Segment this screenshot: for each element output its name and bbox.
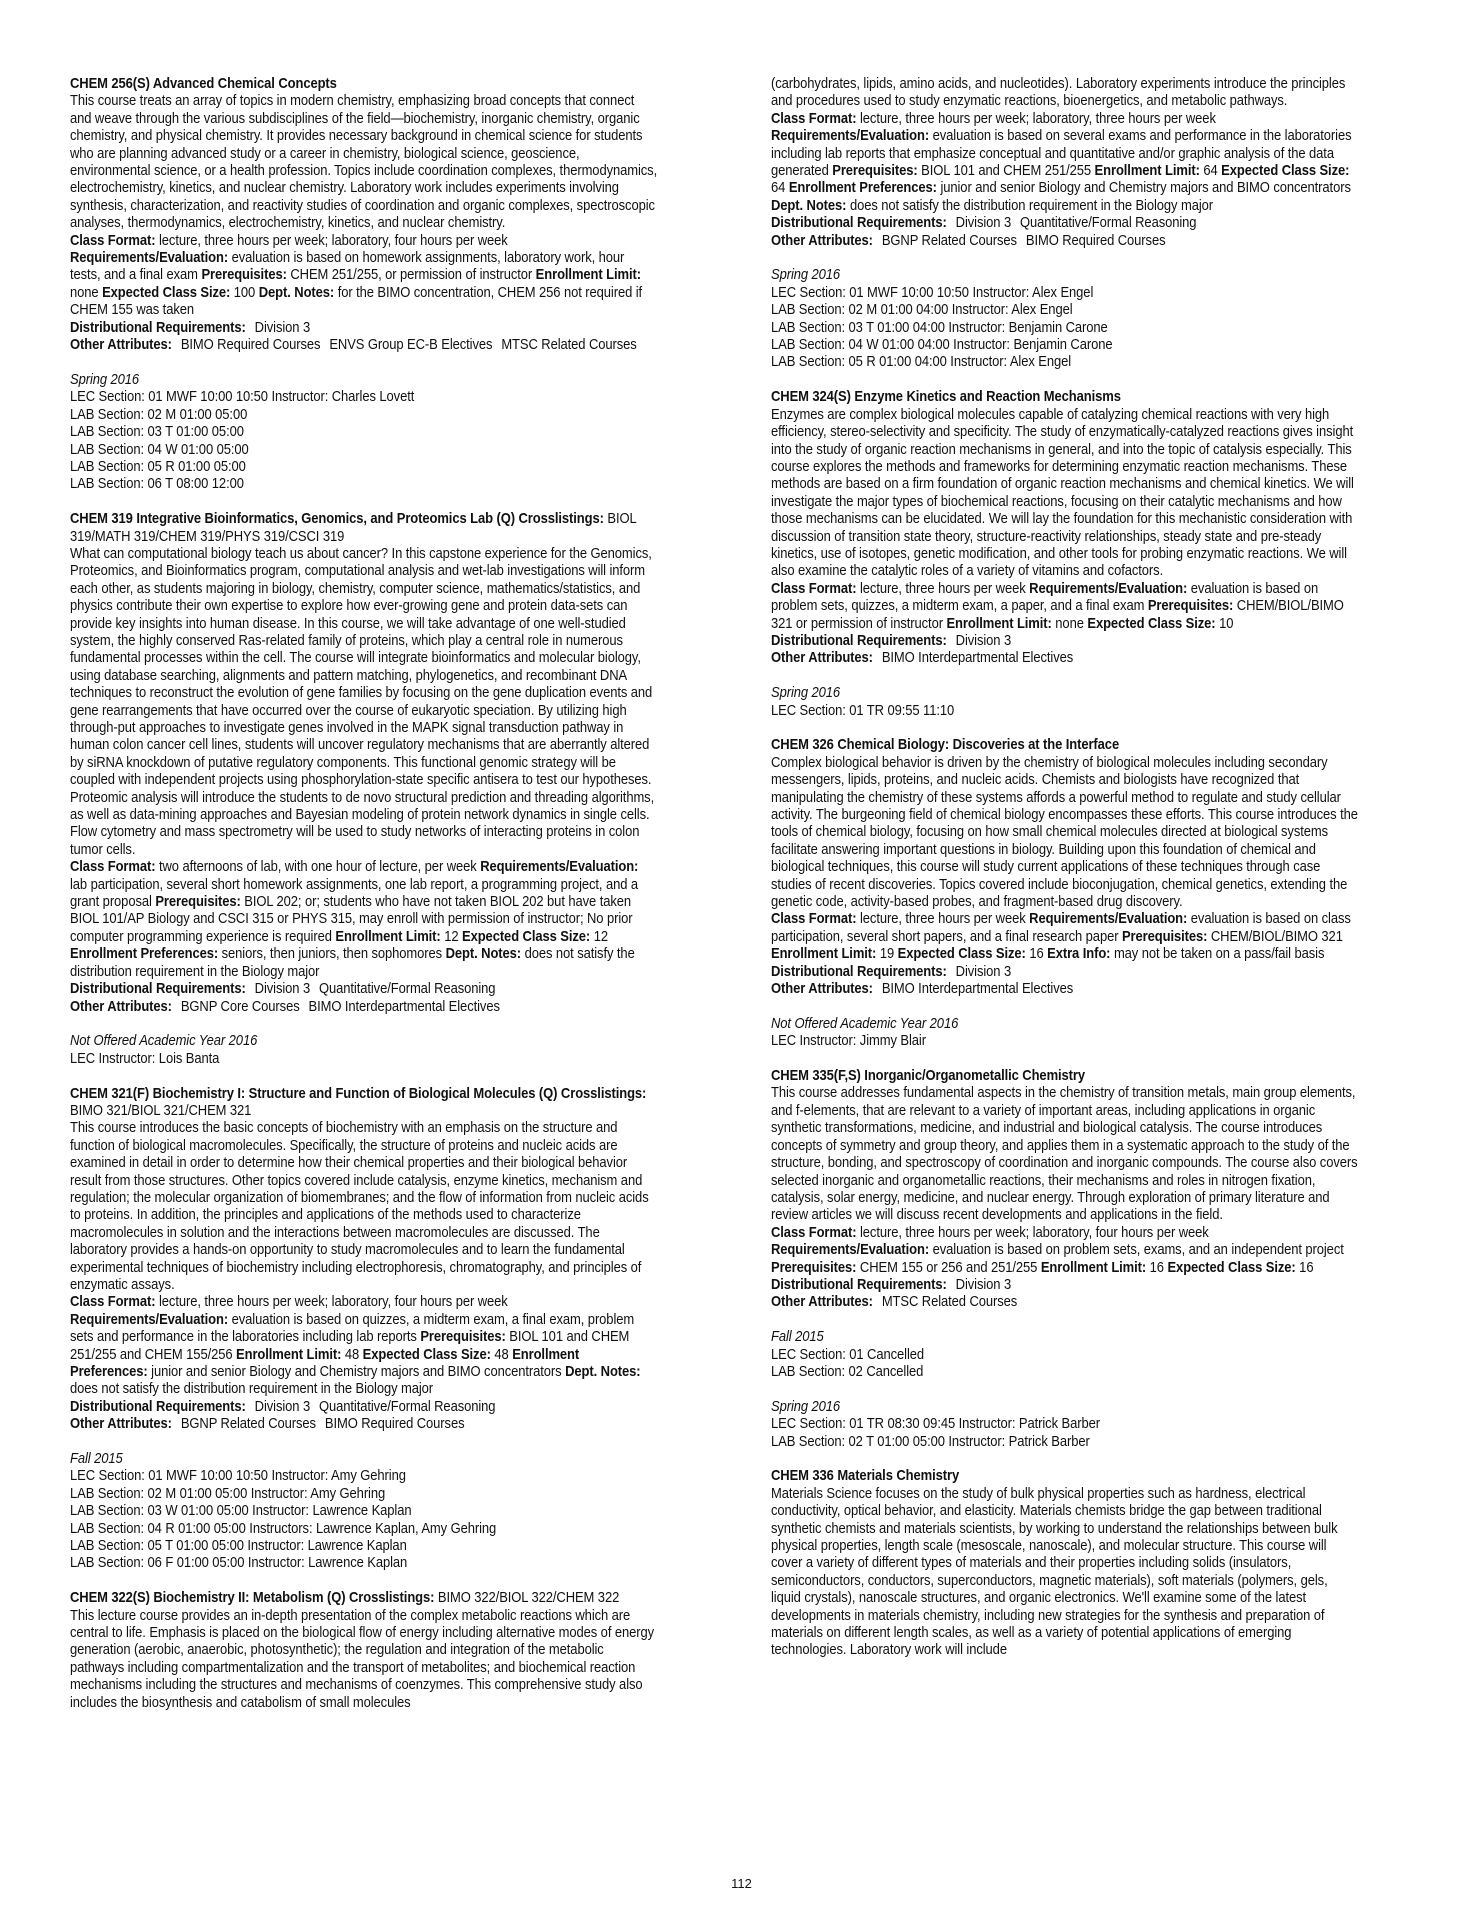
distributional-label: Distributional Requirements: <box>771 963 947 980</box>
section-line: LAB Section: 04 W 01:00 04:00 Instructor: Benjamin Carone <box>771 337 1113 354</box>
section-line: LEC Section: 01 TR 08:30 09:45 Instructor: Patrick Barber <box>771 1416 1100 1433</box>
distributional-requirements <box>771 215 1358 232</box>
section-line: LEC Section: 01 TR 09:55 11:10 <box>771 702 955 719</box>
attribute-value: BIMO Required Courses <box>1025 232 1166 249</box>
course-title: CHEM 256(S) Advanced Chemical Concepts <box>70 76 337 92</box>
other-attributes <box>70 999 657 1016</box>
section-line: LEC Instructor: Lois Banta <box>70 1050 220 1067</box>
course-description: This lecture course provides an in-depth presentation of the complex metabolic reactions which are central to life. Emphasis is placed on the biological flow of energy including alternative modes of energy generation (aerobic, anaerobic, photosynthetic); the regulation and integration of the metabolic pathways including compartmentalization and the transport of metabolites; and biochemical reaction mechanisms including the structures and mechanisms of coenzymes. This comprehensive study also includes the biosynthesis and catabolism of small molecules <box>70 1607 655 1711</box>
detail-label: Class Format: <box>771 580 857 597</box>
detail-label: Prerequisites: <box>771 1259 857 1276</box>
crosslistings-text: BIMO 321/BIOL 321/CHEM 321 <box>70 1102 252 1119</box>
detail-label: Enrollment Limit: <box>1040 1259 1147 1276</box>
term-name: Spring 2016 <box>771 267 841 284</box>
term-name: Fall 2015 <box>771 1329 824 1346</box>
term-block <box>771 267 1358 371</box>
course-details <box>70 1294 657 1398</box>
term-name: Spring 2016 <box>70 371 140 388</box>
course-entry <box>771 1068 1358 1451</box>
detail-text: evaluation is based on homework assignments, laboratory work, hour tests, and a final exam <box>70 250 625 284</box>
other-attributes <box>771 1294 1358 1311</box>
attribute-value: BIMO Interdepartmental Electives <box>881 981 1074 998</box>
course-entry <box>70 1086 657 1573</box>
term-name: Not Offered Academic Year 2016 <box>771 1015 959 1032</box>
detail-label: Enrollment Limit: <box>236 1346 342 1363</box>
term-block <box>771 1329 1358 1381</box>
crosslistings-text: BIOL 319/MATH 319/CHEM 319/PHYS 319/CSCI 319 <box>70 511 637 545</box>
attribute-value: BIMO Interdepartmental Electives <box>881 650 1074 667</box>
detail-label: Expected Class Size: <box>462 928 591 945</box>
section-line: LAB Section: 04 W 01:00 05:00 <box>70 441 249 458</box>
distributional-value: Division 3 <box>955 215 1012 232</box>
detail-text: evaluation is based on problem sets, exams, and an independent project <box>932 1242 1344 1259</box>
detail-text: 48 <box>494 1346 509 1363</box>
distributional-label: Distributional Requirements: <box>70 1398 246 1415</box>
attributes-label: Other Attributes: <box>771 650 873 667</box>
detail-label: Expected Class Size: <box>102 284 231 301</box>
section-line: LAB Section: 02 Cancelled <box>771 1363 924 1380</box>
detail-text: 16 <box>1299 1259 1314 1276</box>
detail-text: evaluation is based on class participation, several short papers, and a final research paper <box>771 911 1351 945</box>
detail-text: none <box>70 284 99 301</box>
crosslistings-label: Crosslistings: <box>518 511 604 528</box>
term-block <box>70 1033 657 1068</box>
detail-text: does not satisfy the distribution requirement in the Biology major <box>70 1381 434 1398</box>
detail-text: for the BIMO concentration, CHEM 256 not required if CHEM 155 was taken <box>70 284 643 319</box>
course-description: Complex biological behavior is driven by the chemistry of biological molecules including secondary messengers, lipids, proteins, and nucleic acids. Chemists and biologists have recognized that manipulating the chemistry of these systems affords a powerful method to regulate and study cellular activity. The burgeoning field of chemical biology encompasses these efforts. This course introduces the tools of chemical biology, focusing on how small chemical molecules directed at biological systems facilitate answering important questions in biology. Building upon this foundation of chemical and biological techniques, this course will study current applications of these techniques through case studies of recent discoveries. Topics covered include bioconjugation, chemical genetics, extending the genetic code, activity-based probes, and fragment-based drug discovery. <box>771 754 1358 911</box>
detail-label: Dept. Notes: <box>771 197 847 214</box>
course-details <box>70 859 657 981</box>
detail-label: Enrollment Limit: <box>1094 163 1200 180</box>
detail-text: does not satisfy the distribution requirement in the Biology major <box>849 197 1214 214</box>
detail-label: Requirements/Evaluation: <box>771 1242 930 1259</box>
detail-text: BIOL 202; or; students who have not taken BIOL 202 but have taken BIOL 101/AP Biology and CSCI 315 or PHYS 315, may enroll with permission of instructor; No prior computer programming experience is required <box>70 894 633 945</box>
section-line: LAB Section: 02 M 01:00 05:00 Instructor: Amy Gehring <box>70 1485 386 1502</box>
term-name: Not Offered Academic Year 2016 <box>70 1033 258 1050</box>
distributional-value: Quantitative/Formal Reasoning <box>318 981 496 998</box>
section-line: LAB Section: 03 T 01:00 04:00 Instructor: Benjamin Carone <box>771 319 1108 336</box>
section-line: LAB Section: 03 W 01:00 05:00 Instructor: Lawrence Kaplan <box>70 1503 412 1520</box>
detail-label: Class Format: <box>771 1224 857 1241</box>
detail-text: BIOL 101 and CHEM 251/255 and CHEM 155/256 <box>70 1329 630 1363</box>
section-line: LEC Instructor: Jimmy Blair <box>771 1033 926 1050</box>
attribute-value: BIMO Required Courses <box>180 337 321 354</box>
term-block <box>771 685 1358 720</box>
detail-label: Prerequisites: <box>1147 598 1234 615</box>
course-entry <box>771 389 1358 720</box>
attribute-value: MTSC Related Courses <box>881 1294 1018 1311</box>
course-entry <box>70 511 657 1068</box>
distributional-label: Distributional Requirements: <box>771 1276 947 1293</box>
right-column <box>771 76 1358 1677</box>
detail-text: lecture, three hours per week; laboratory, four hours per week <box>159 1294 508 1311</box>
detail-label: Prerequisites: <box>832 163 918 180</box>
detail-text: lab participation, several short homework assignments, one lab report, a programming project, and a grant proposal <box>70 876 639 911</box>
detail-text: evaluation is based on several exams and performance in the laboratories including lab reports that emphasize conceptual and quantitative and/or graphic analysis of the data generated <box>771 128 1352 180</box>
detail-text: 48 <box>344 1346 360 1363</box>
detail-text: 16 <box>1029 946 1044 963</box>
distributional-value: Division 3 <box>955 632 1012 649</box>
course-heading <box>771 1468 1358 1485</box>
course-title: CHEM 335(F,S) Inorganic/Organometallic Chemistry <box>771 1068 1086 1085</box>
section-line: LEC Section: 01 MWF 10:00 10:50 Instructor: Charles Lovett <box>70 389 415 406</box>
distributional-requirements <box>771 964 1358 981</box>
distributional-label: Distributional Requirements: <box>70 319 246 336</box>
section-line: LAB Section: 05 T 01:00 05:00 Instructor: Lawrence Kaplan <box>70 1538 407 1555</box>
detail-text: lecture, three hours per week; laboratory, four hours per week <box>159 232 508 249</box>
detail-label: Dept. Notes: <box>258 284 335 301</box>
distributional-requirements <box>771 633 1358 650</box>
detail-text: evaluation is based on quizzes, a midterm exam, a final exam, problem sets and performance in the laboratories including lab reports <box>70 1311 635 1346</box>
course-title: CHEM 319 Integrative Bioinformatics, Genomics, and Proteomics Lab (Q) <box>70 511 515 528</box>
section-line: LAB Section: 04 R 01:00 05:00 Instructors: Lawrence Kaplan, Amy Gehring <box>70 1520 497 1537</box>
detail-text: junior and senior Biology and Chemistry majors and BIMO concentrators <box>151 1364 562 1380</box>
course-title: CHEM 324(S) Enzyme Kinetics and Reaction Mechanisms <box>771 389 1121 406</box>
detail-label: Extra Info: <box>1047 946 1111 963</box>
detail-text: 12 <box>593 928 608 945</box>
course-heading <box>771 389 1358 406</box>
detail-label: Class Format: <box>70 232 156 249</box>
detail-text: 10 <box>1219 615 1234 632</box>
detail-text: 100 <box>233 284 256 301</box>
term-block <box>70 372 657 494</box>
distributional-value: Division 3 <box>955 1276 1012 1293</box>
left-column <box>70 76 657 1729</box>
course-description-continued: (carbohydrates, lipids, amino acids, and nucleotides). Laboratory experiments introduce the principles and procedures used to study enzymatic reactions, bioenergetics, and metabolic pathways. <box>771 76 1346 110</box>
detail-label: Class Format: <box>70 1294 156 1311</box>
detail-text: 19 <box>879 946 895 963</box>
detail-label: Prerequisites: <box>1121 928 1208 945</box>
course-heading <box>771 737 1358 754</box>
term-name: Fall 2015 <box>70 1451 123 1468</box>
section-line: LAB Section: 02 T 01:00 05:00 Instructor: Patrick Barber <box>771 1433 1090 1450</box>
section-line: LAB Section: 06 T 08:00 12:00 <box>70 476 244 493</box>
detail-text: evaluation is based on problem sets, quizzes, a midterm exam, a paper, and a final exam <box>771 580 1319 615</box>
attributes-label: Other Attributes: <box>771 981 873 998</box>
course-details <box>771 911 1358 963</box>
detail-label: Enrollment Limit: <box>946 615 1052 632</box>
distributional-value: Division 3 <box>254 981 311 998</box>
distributional-value: Division 3 <box>254 319 311 336</box>
detail-label: Expected Class Size: <box>1221 163 1350 180</box>
distributional-label: Distributional Requirements: <box>771 215 947 232</box>
detail-label: Dept. Notes: <box>445 946 522 963</box>
course-entry <box>70 1590 657 1712</box>
detail-label: Class Format: <box>70 859 156 876</box>
detail-text: CHEM 155 or 256 and 251/255 <box>859 1259 1038 1276</box>
distributional-requirements <box>771 1277 1358 1294</box>
detail-text: lecture, three hours per week; laboratory, four hours per week <box>860 1224 1209 1241</box>
detail-text: seniors, then juniors, then sophomores <box>221 946 443 963</box>
page-number: 112 <box>731 1876 752 1891</box>
section-line: LAB Section: 03 T 01:00 05:00 <box>70 424 244 441</box>
attributes-label: Other Attributes: <box>771 232 873 249</box>
distributional-label: Distributional Requirements: <box>771 632 947 649</box>
detail-text: CHEM 251/255, or permission of instructor <box>290 267 533 284</box>
course-description: This course introduces the basic concepts of biochemistry with an emphasis on the structure and function of biological macromolecules. Specifically, the structure of proteins and nucleic acids are examined in detail in order to determine how their chemical properties and their biological behavior result from those structures. Other topics covered include catalysis, enzyme kinetics, mechanism and regulation; the molecular organization of biomembranes; and the flow of information from nucleic acids to proteins. In addition, the principles and applications of the methods used to characterize macromolecules in solution and the interactions between macromolecules are discussed. The laboratory provides a hands-on opportunity to study macromolecules and to learn the fundamental experimental techniques of biochemistry including electrophoresis, chromatography, and principles of enzymatic assays. <box>70 1120 649 1293</box>
detail-text: lecture, three hours per week <box>860 911 1026 928</box>
course-title: CHEM 321(F) Biochemistry I: Structure and Function of Biological Molecules (Q) <box>70 1085 558 1102</box>
detail-label: Prerequisites: <box>201 267 287 284</box>
course-entry <box>771 1468 1358 1659</box>
detail-text: lecture, three hours per week; laboratory, three hours per week <box>860 110 1216 127</box>
course-title: CHEM 326 Chemical Biology: Discoveries at the Interface <box>771 737 1120 754</box>
detail-label: Requirements/Evaluation: <box>70 1311 229 1328</box>
attribute-value: BGNP Related Courses <box>180 1416 316 1433</box>
detail-text: BIOL 101 and CHEM 251/255 <box>921 163 1092 180</box>
detail-text: two afternoons of lab, with one hour of lecture, per week <box>159 859 477 876</box>
distributional-value: Quantitative/Formal Reasoning <box>318 1398 496 1415</box>
distributional-value: Division 3 <box>254 1398 311 1415</box>
term-block <box>771 1399 1358 1451</box>
section-line: LEC Section: 01 MWF 10:00 10:50 Instructor: Amy Gehring <box>70 1468 406 1485</box>
course-title: CHEM 336 Materials Chemistry <box>771 1468 960 1485</box>
course-description: What can computational biology teach us about cancer? In this capstone experience for the Genomics, Proteomics, and Bioinformatics program, computational analysis and wet-lab investigations will inform each other, as students majoring in biology, chemistry, computer science, mathematics/statistics, and physics contribute their own expertise to explore how ever-growing gene and protein data-sets can provide key insights into human disease. In this course, we will take advantage of one well-studied system, the highly conserved Ras-related family of proteins, which play a central role in numerous fundamental processes within the cell. The course will integrate bioinformatics and molecular biology, using database searching, alignments and pattern matching, phylogenetics, and recombinant DNA techniques to reconstruct the evolution of gene families by focusing on the gene duplication events and gene rearrangements that have occurred over the course of eukaryotic speciation. By utilizing high through-put approaches to investigate genes involved in the MAPK signal transduction pathway in human colon cancer cell lines, students will uncover regulatory mechanisms that are aberrantly altered by siRNA knockdown of putative regulatory components. This functional genomic strategy will be coupled with independent projects using phosphorylation-state specific antisera to test our hypotheses. Proteomic analysis will introduce the students to de novo structural prediction and threading algorithms, as well as data-mining approaches and Bayesian modeling of protein network dynamics in single cells. Flow cytometry and mass spectrometry will be used to study networks of interacting proteins in colon tumor cells. <box>70 545 655 858</box>
detail-label: Prerequisites: <box>155 894 241 911</box>
distributional-value: Division 3 <box>955 963 1012 980</box>
course-entry <box>771 737 1358 1050</box>
detail-label: Dept. Notes: <box>565 1364 641 1380</box>
course-details <box>771 111 1358 215</box>
detail-label: Expected Class Size: <box>1087 615 1216 632</box>
detail-label: Requirements/Evaluation: <box>480 859 639 876</box>
attributes-label: Other Attributes: <box>70 1416 172 1433</box>
course-description: This course treats an array of topics in modern chemistry, emphasizing broad concepts that connect and weave through the various subdisciplines of the field—biochemistry, inorganic chemistry, organic chemistry, and physical chemistry. It provides necessary background in chemical science for students who are planning advanced study or a career in chemistry, biological science, geoscience, environmental science, or a health profession. Topics include coordination complexes, thermodynamics, electrochemistry, kinetics, and nuclear chemistry. Laboratory work includes experiments involving synthesis, characterization, and reactivity studies of coordination and organic complexes, spectroscopic analyses, thermodynamics, electrochemistry, kinetics, and nuclear chemistry. <box>70 93 658 232</box>
course-description: This course addresses fundamental aspects in the chemistry of transition metals, main group elements, and f-elements, that are relevant to a variety of important areas, including applications in organic synthetic transformations, medicine, and industrial and biological catalysis. The course introduces concepts of symmetry and group theory, and applies them in a systematic approach to the study of the structure, bonding, and spectroscopy of coordination and inorganic compounds. The course also covers selected inorganic and organometallic reactions, their mechanisms and roles in nitrogen fixation, catalysis, solar energy, medicine, and nuclear energy. Through exploration of primary literature and review articles we will discuss recent developments and applications in the field. <box>771 1085 1358 1224</box>
attribute-value: BIMO Interdepartmental Electives <box>308 998 500 1015</box>
course-heading <box>70 76 657 93</box>
detail-label: Enrollment Limit: <box>771 946 877 963</box>
detail-text: may not be taken on a pass/fail basis <box>1113 946 1325 963</box>
course-entry <box>70 76 657 494</box>
distributional-requirements <box>70 320 657 337</box>
detail-label: Prerequisites: <box>420 1329 506 1346</box>
term-block <box>771 1016 1358 1051</box>
section-line: LAB Section: 02 M 01:00 04:00 Instructor: Alex Engel <box>771 302 1073 319</box>
detail-text: CHEM/BIOL/BIMO 321 or permission of instructor <box>771 598 1344 632</box>
detail-text: 16 <box>1149 1259 1164 1276</box>
course-details <box>771 1225 1358 1277</box>
section-line: LAB Section: 05 R 01:00 04:00 Instructor: Alex Engel <box>771 354 1072 371</box>
detail-text: junior and senior Biology and Chemistry majors and BIMO concentrators <box>940 180 1351 197</box>
distributional-label: Distributional Requirements: <box>70 981 246 998</box>
course-entry <box>771 76 1358 372</box>
crosslistings-label: Crosslistings: <box>349 1590 435 1607</box>
other-attributes <box>771 233 1358 250</box>
detail-label: Expected Class Size: <box>362 1346 491 1363</box>
attribute-value: BGNP Core Courses <box>180 998 300 1015</box>
course-heading <box>70 1590 657 1607</box>
distributional-requirements <box>70 1399 657 1416</box>
section-line: LAB Section: 06 F 01:00 05:00 Instructor: Lawrence Kaplan <box>70 1555 408 1572</box>
detail-label: Requirements/Evaluation: <box>771 128 930 145</box>
course-description: Enzymes are complex biological molecules capable of catalyzing chemical reactions with very high efficiency, stereo-selectivity and specificity. The study of enzymatically-catalyzed reactions gives insight into the study of organic reaction mechanisms in general, and into the topic of catalysis especially. This course explores the methods and frameworks for determining enzymatic reaction mechanisms. These methods are based on a firm foundation of organic reaction mechanisms and chemical kinetics. We will investigate the major types of biochemical reactions, focusing on their catalytic mechanisms and how those mechanisms can be elucidated. We will lay the foundation for this mechanistic consideration with discussion of transition state theory, structure-reactivity relationships, steady state and pre-steady kinetics, use of isotopes, genetic modification, and other tools for probing enzymatic reactions. We will also examine the catalytic roles of a variety of vitamins and cofactors. <box>771 406 1354 580</box>
distributional-value: Quantitative/Formal Reasoning <box>1019 215 1197 232</box>
crosslistings-label: Crosslistings: <box>560 1085 647 1102</box>
detail-text: lecture, three hours per week <box>860 580 1026 597</box>
detail-text: does not satisfy the distribution requirement in the Biology major <box>70 946 635 980</box>
attribute-value: ENVS Group EC-B Electives <box>329 337 493 354</box>
course-title: CHEM 322(S) Biochemistry II: Metabolism (Q) <box>70 1590 346 1607</box>
other-attributes <box>70 337 657 354</box>
section-line: LAB Section: 02 M 01:00 05:00 <box>70 406 248 423</box>
detail-label: Expected Class Size: <box>897 946 1026 963</box>
course-heading <box>771 1068 1358 1085</box>
section-line: LAB Section: 05 R 01:00 05:00 <box>70 458 246 475</box>
attribute-value: BIMO Required Courses <box>324 1416 465 1433</box>
distributional-requirements <box>70 981 657 998</box>
detail-label: Enrollment Preferences: <box>788 180 937 197</box>
other-attributes <box>771 650 1358 667</box>
detail-label: Requirements/Evaluation: <box>1029 580 1188 597</box>
attributes-label: Other Attributes: <box>70 998 172 1015</box>
course-heading <box>70 1086 657 1121</box>
crosslistings-text: BIMO 322/BIOL 322/CHEM 322 <box>437 1590 620 1607</box>
attributes-label: Other Attributes: <box>771 1294 873 1311</box>
detail-label: Enrollment Limit: <box>535 267 641 284</box>
detail-label: Enrollment Preferences: <box>70 946 219 963</box>
other-attributes <box>771 981 1358 998</box>
detail-text: CHEM/BIOL/BIMO 321 <box>1210 928 1343 945</box>
term-block <box>70 1451 657 1573</box>
course-description: Materials Science focuses on the study of bulk physical properties such as hardness, electrical conductivity, optical behavior, and elasticity. Materials chemists bridge the gap between traditional synthetic chemists and materials scientists, by working to understand the relationships between bulk physical properties, length scale (mesoscale, nanoscale), and molecular structure. This course will cover a variety of different types of materials and their properties including solids (insulators, semiconductors, conductors, superconductors, magnetic materials), soft materials (polymers, gels, liquid crystals), nanoscale structures, and organic electronics. We'll examine some of the latest developments in materials chemistry, including new strategies for the synthesis and preparation of materials on different length scales, as well as a variety of potential applications of emerging technologies. Laboratory work will include <box>771 1485 1338 1659</box>
detail-label: Class Format: <box>771 911 857 928</box>
section-line: LEC Section: 01 MWF 10:00 10:50 Instructor: Alex Engel <box>771 284 1094 301</box>
detail-text: 12 <box>444 928 459 945</box>
term-name: Spring 2016 <box>771 685 841 702</box>
detail-label: Requirements/Evaluation: <box>1029 911 1188 928</box>
course-details <box>771 581 1358 633</box>
detail-label: Requirements/Evaluation: <box>70 250 229 267</box>
detail-text: 64 <box>1203 163 1218 180</box>
section-line: LEC Section: 01 Cancelled <box>771 1346 925 1363</box>
attribute-value: MTSC Related Courses <box>501 337 637 354</box>
detail-label: Class Format: <box>771 110 857 127</box>
detail-text: none <box>1055 615 1084 632</box>
detail-label: Enrollment Limit: <box>335 928 441 945</box>
course-heading <box>70 511 657 546</box>
detail-label: Expected Class Size: <box>1167 1259 1296 1276</box>
attribute-value: BGNP Related Courses <box>881 232 1017 249</box>
attributes-label: Other Attributes: <box>70 337 172 354</box>
other-attributes <box>70 1416 657 1433</box>
term-name: Spring 2016 <box>771 1398 841 1415</box>
detail-label: Enrollment Preferences: <box>70 1346 580 1380</box>
detail-text: 64 <box>771 180 786 197</box>
course-details <box>70 233 657 320</box>
